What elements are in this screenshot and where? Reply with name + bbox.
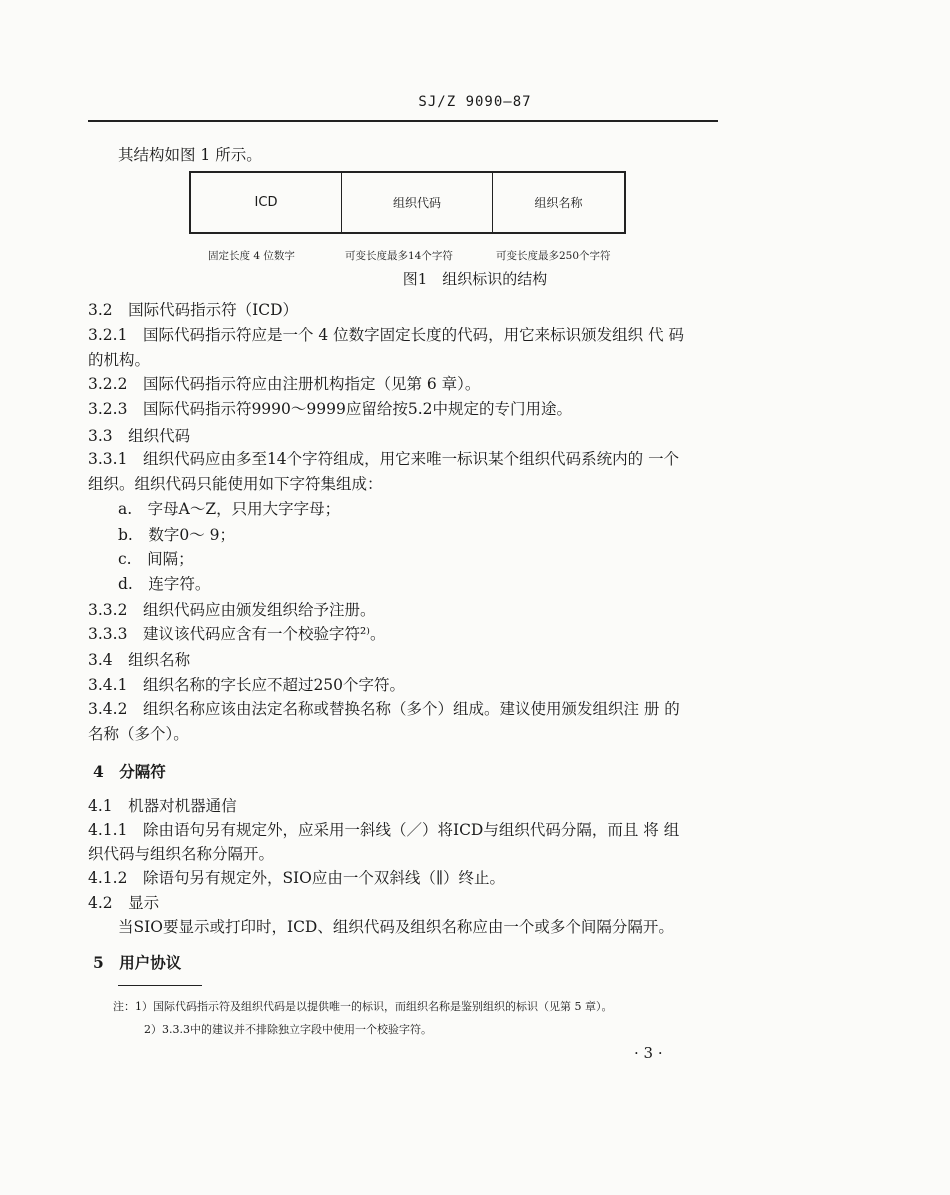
footnote-2: 2）3.3.3中的建议并不排除独立字段中使用一个校验字符。 (144, 1023, 432, 1036)
para-3-2-1-cont: 的机构。 (88, 351, 151, 369)
para-4-1-1: 4.1.1 除由语句另有规定外，应采用一斜线（／）将ICD与组织代码分隔，而且 将 组 (88, 821, 680, 839)
section-5-heading: 5 用户协议 (93, 953, 182, 972)
para-3-3-3: 3.3.3 建议该代码应含有一个校验字符²⁾。 (88, 625, 386, 643)
footnote-rule (118, 985, 202, 986)
para-3-3-1-cont: 组织。组织代码只能使用如下字符集组成： (88, 475, 383, 493)
caption-icd: 固定长度 4 位数字 (208, 250, 295, 262)
para-4-2: 当SIO要显示或打印时，ICD、组织代码及组织名称应由一个或多个间隔分隔开。 (118, 918, 674, 936)
para-3-4-2-cont: 名称（多个）。 (88, 725, 189, 743)
section-3-4: 3.4 组织名称 (88, 651, 191, 669)
section-3-2: 3.2 国际代码指示符（ICD） (88, 301, 299, 319)
org-code-cell: 组织代码 (341, 173, 492, 232)
para-3-4-1: 3.4.1 组织名称的字长应不超过250个字符。 (88, 676, 406, 694)
caption-org-name: 可变长度最多250个字符 (496, 250, 611, 262)
para-3-3-2: 3.3.2 组织代码应由颁发组织给予注册。 (88, 601, 376, 619)
para-4-1-1-cont: 织代码与组织名称分隔开。 (88, 845, 275, 863)
list-item-d: d. 连字符。 (118, 575, 211, 593)
list-item-a: a. 字母A～Z，只用大字字母； (118, 500, 341, 518)
para-4-1-2: 4.1.2 除语句另有规定外，SIO应由一个双斜线（∥）终止。 (88, 869, 506, 887)
list-item-b: b. 数字0～ 9； (118, 526, 235, 544)
para-3-2-2: 3.2.2 国际代码指示符应由注册机构指定（见第 6 章）。 (88, 375, 481, 393)
intro-text: 其结构如图 1 所示。 (118, 146, 262, 164)
para-3-3-1: 3.3.1 组织代码应由多至14个字符组成，用它来唯一标识某个组织代码系统内的 一个 (88, 450, 680, 468)
structure-diagram (189, 171, 626, 234)
footnote-1: 注：1）国际代码指示符及组织代码是以提供唯一的标识，而组织名称是鉴别组织的标识（见第 5 章）。 (113, 1000, 613, 1013)
section-4-2: 4.2 显示 (88, 894, 160, 912)
section-4-1: 4.1 机器对机器通信 (88, 797, 237, 815)
para-3-4-2: 3.4.2 组织名称应该由法定名称或替换名称（多个）组成。建议使用颁发组织注 册 的 (88, 700, 680, 718)
section-4-heading: 4 分隔符 (93, 762, 166, 781)
header-rule (88, 120, 718, 122)
caption-org-code: 可变长度最多14个字符 (345, 250, 453, 262)
section-3-3: 3.3 组织代码 (88, 427, 191, 445)
para-3-2-1: 3.2.1 国际代码指示符应是一个 4 位数字固定长度的代码，用它来标识颁发组织 代 码 (88, 326, 685, 344)
para-3-2-3: 3.2.3 国际代码指示符9990～9999应留给按5.2中规定的专门用途。 (88, 400, 572, 418)
org-name-cell: 组织名称 (492, 173, 624, 232)
figure-title: 图1 组织标识的结构 (402, 270, 548, 288)
page-number: · 3 · (634, 1044, 663, 1062)
icd-cell: ICD (254, 195, 278, 210)
list-item-c: c. 间隔； (118, 550, 194, 568)
document-id: SJ/Z 9090—87 (418, 94, 532, 110)
